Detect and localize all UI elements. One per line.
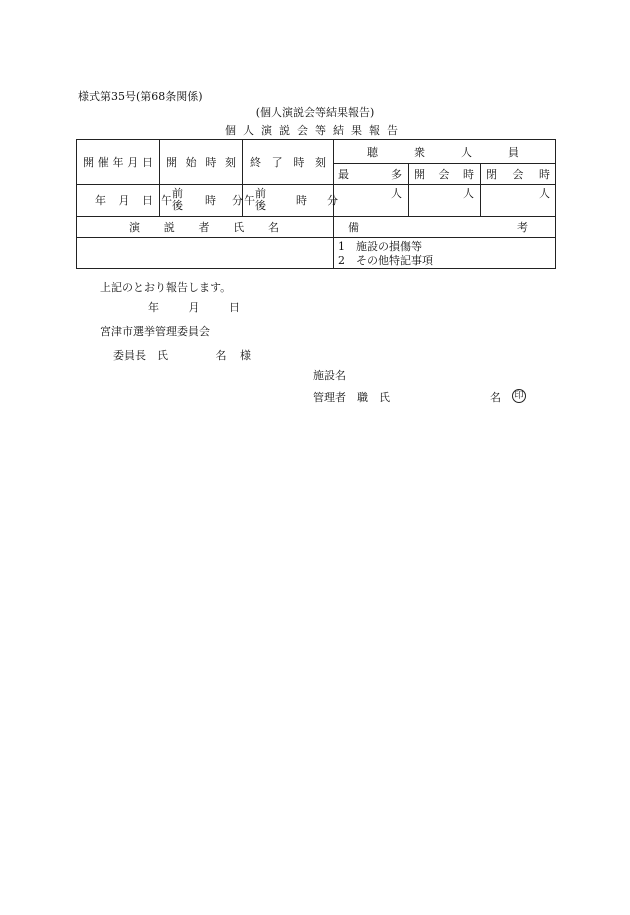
header-char: 時 [293,156,305,169]
main-title: 個人演説会等結果報告 [225,124,405,137]
month-char: 月 [188,301,200,314]
closing-header [486,163,550,184]
report-table [76,139,556,269]
header-char: 刻 [224,156,236,169]
header-char: 開 [414,167,425,181]
day-char: 日 [229,301,240,314]
header-char: 備 [348,220,359,234]
honorific-sama: 様 [240,349,251,362]
date-value-cell [95,184,153,216]
minute-char: 分 [327,194,338,207]
header-char: 者 [198,220,210,234]
header-char: 時 [539,167,550,181]
chairman-line [113,347,251,363]
report-sentence: 上記のとおり報告します。 [100,281,232,294]
header-char: 閉 [486,167,497,181]
manager-label: 管理者 職 氏 [313,391,390,404]
speaker-name-header [129,216,279,237]
header-char: 員 [508,145,519,159]
date-char: 日 [142,194,153,207]
gozen-char: 午 [244,194,255,207]
facility-name-label: 施設名 [313,369,346,382]
header-char: 聴 [367,145,378,159]
header-char: 衆 [414,145,425,159]
header-char: 始 [185,156,197,169]
committee-name: 宮津市選挙管理委員会 [100,325,210,338]
closing-count-unit: 人 [539,187,550,200]
pm-char: 後 [255,199,266,212]
header-char: 時 [463,167,474,181]
header-char: 年 [112,156,124,169]
header-char: 考 [517,220,528,234]
header-char: 催 [97,156,109,169]
report-date-line [148,299,240,315]
remarks-header [348,216,528,237]
gozen-char: 午 [161,194,172,207]
header-char: 会 [512,167,524,181]
parenthetical-title: (個人演説会等結果報告) [255,106,375,119]
header-char: 氏 [233,220,245,234]
hour-char: 時 [296,194,307,207]
header-char: 開 [83,156,94,169]
pm-char: 後 [172,199,183,212]
am-pm-stack [255,188,266,212]
audience-count-header [367,140,519,163]
table-rule [77,237,555,238]
start-time-cell [161,184,241,216]
header-char: 説 [163,220,175,234]
minute-char: 分 [232,194,243,207]
hour-char: 時 [205,194,216,207]
name-label: 名 [215,349,227,362]
end-time-cell [244,184,338,216]
header-char: 開 [166,156,177,169]
header-char: 時 [205,156,217,169]
table-rule [159,140,160,216]
remarks-item-other: 2 その他特記事項 [338,253,433,267]
seal-mark: 印 [512,389,526,403]
name-label: 名 [490,391,501,404]
remarks-item-damage: 1 施設の損傷等 [338,239,422,253]
header-char: 刻 [314,156,326,169]
header-char: 演 [129,220,140,234]
manager-line [313,389,531,405]
table-rule [408,163,409,216]
header-char: 月 [127,156,139,169]
header-char: 人 [461,145,472,159]
am-char: 前 [172,187,183,200]
table-rule [480,163,481,216]
form-number: 様式第35号(第68条関係) [78,90,203,103]
chairman-title: 委員長 氏 [113,349,168,362]
header-char: 名 [268,220,279,234]
end-time-header [250,140,326,184]
max-header [338,163,402,184]
start-time-header [166,140,236,184]
header-char: 最 [338,167,349,181]
max-count-unit: 人 [391,187,402,200]
header-char: 終 [250,156,261,169]
date-header [83,140,153,184]
am-char: 前 [255,187,266,200]
date-char: 年 [95,194,106,207]
header-char: 会 [438,167,450,181]
opening-count-unit: 人 [463,187,474,200]
header-char: 日 [142,156,153,169]
opening-header [414,163,474,184]
header-char: 多 [391,167,402,181]
year-char: 年 [148,301,159,314]
header-char: 了 [271,156,283,169]
date-char: 月 [118,194,130,207]
am-pm-stack [172,188,183,212]
